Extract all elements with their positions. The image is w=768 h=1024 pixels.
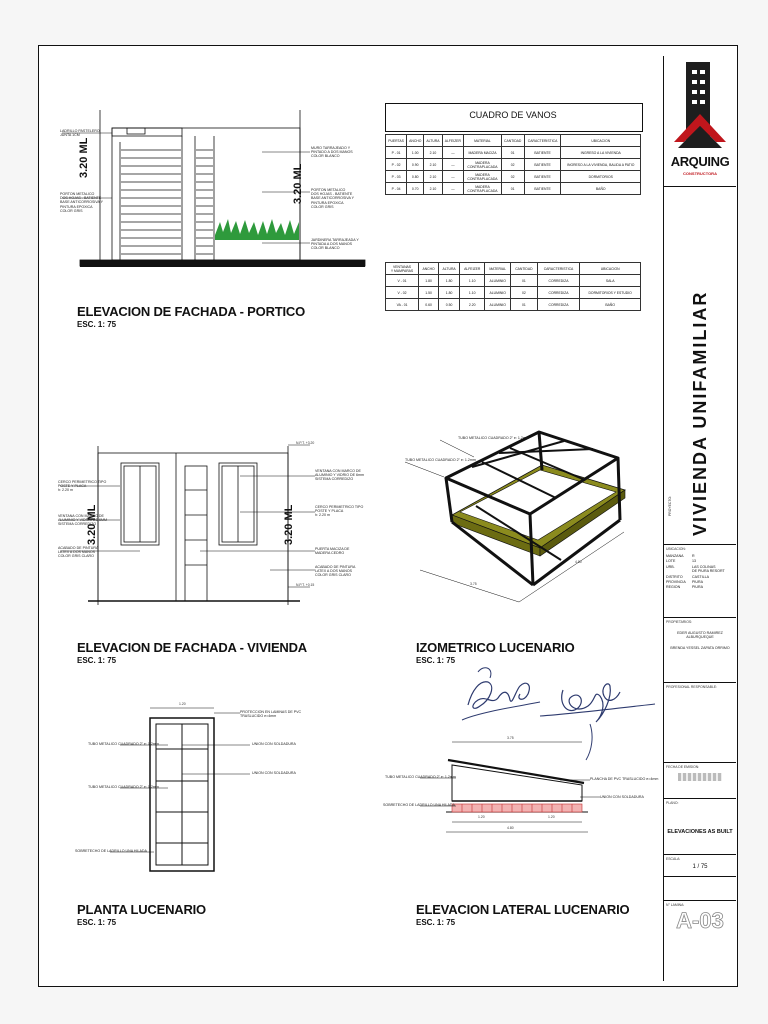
location-key: LOTE (666, 559, 676, 564)
lateral-note-sobretecho: SOBRETECHO DE LADRILLO UNA HILADA (383, 803, 455, 807)
ventanas-cell: 01 (511, 299, 538, 311)
location-value: CASTILLA (692, 574, 709, 579)
ventanas-cell: 0.50 (439, 299, 460, 311)
ventanas-cell: CORREDIZA (537, 299, 580, 311)
lateral-dim-base: 1.20 (548, 815, 555, 819)
ventanas-cell: ALUMINIO (485, 275, 511, 287)
portico-note-muro: MURO TARRAJEADO Y PINTADO A DOS MANOS COLOR BLANCO (311, 146, 353, 159)
location-key: MANZANA (666, 554, 684, 558)
title-block-divider (664, 900, 736, 901)
ventanas-cell: VA - 01 (386, 299, 419, 311)
title-block-divider (664, 762, 736, 763)
puertas-cell: 0.90 (407, 159, 424, 171)
title-block-divider (664, 798, 736, 799)
location-value: PIURA (692, 580, 703, 585)
location-value: LAS COLINAS DE PIURA RESORT (692, 564, 725, 574)
puertas-header-cell: ALFEIZER (442, 135, 464, 147)
puertas-cell: — (442, 159, 464, 171)
ventanas-cell: 2.20 (460, 299, 485, 311)
lateral-dim-top: 3.75 (507, 736, 514, 740)
ventanas-cell: 0.60 (419, 299, 439, 311)
isometric-note-tubo-top: TUBO METALICO CUADRADO 2" e: 1.2mm (458, 436, 529, 440)
ventanas-header-cell: VENTANAS Y MAMPARAS (386, 263, 419, 275)
company-name: ARQUING (670, 154, 730, 169)
puertas-cell: MADERA CONTRAPLACADA (464, 159, 501, 171)
vivienda-height-label: 3.20 ML (86, 504, 98, 545)
puertas-cell: P - 04 (386, 183, 407, 195)
plan-note-union-2: UNION CON SOLDADURA (252, 771, 296, 775)
location-row (666, 554, 736, 558)
location-list (666, 554, 736, 591)
location-key: REGION (666, 585, 681, 590)
puertas-header-cell: PUERTAS (386, 135, 407, 147)
vivienda-note-ventana: VENTANA CON MARCO DE ALUMINIO Y VIDRIO DE 6MM SISTEMA CORREDIZO (58, 514, 107, 527)
plan-title: PLANTA LUCENARIO (77, 902, 206, 917)
location-key: URB. (666, 564, 675, 569)
portico-scale: ESC. 1: 75 (77, 320, 117, 329)
puertas-cell: MADERA MACIZA (464, 147, 501, 159)
location-label: UBICACION: (666, 547, 686, 551)
location-key: PROVINCIA (666, 580, 686, 585)
puertas-cell: 01 (501, 183, 524, 195)
puertas-cell: BATIENTE (524, 159, 561, 171)
puertas-cell: 0.80 (407, 171, 424, 183)
ventanas-header-cell: ANCHO (419, 263, 439, 275)
ventanas-header-cell: ALTURA (439, 263, 460, 275)
ventanas-cell: 1.80 (439, 287, 460, 299)
puertas-cell: 2.10 (424, 159, 442, 171)
puertas-cell: DORMITORIOS (561, 171, 641, 183)
puertas-cell: P - 03 (386, 171, 407, 183)
lateral-title: ELEVACION LATERAL LUCENARIO (416, 902, 630, 917)
isometric-scale: ESC. 1: 75 (416, 656, 456, 665)
lateral-dim-mid: 1.20 (478, 815, 485, 819)
ventanas-header-cell: ALFEIZER (460, 263, 485, 275)
title-block (663, 56, 736, 981)
owner-1: EDER AUGUSTO RAMIREZ ALBURQUEQUE (677, 631, 723, 640)
date-stamp (678, 773, 722, 781)
ventanas-cell: SALA (580, 275, 641, 287)
isometric-dim-a: 3.75 (470, 582, 477, 586)
title-block-divider (664, 544, 736, 545)
puertas-cell: 0.70 (407, 183, 424, 195)
puertas-header-cell: CANTIDAD (501, 135, 524, 147)
plan-name: ELEVACIONES AS BUILT (667, 829, 733, 835)
vivienda-height-label-right: 3.20 ML (283, 504, 295, 545)
puertas-cell: 2.10 (424, 183, 442, 195)
company-subtitle: CONSTRUCTORA (683, 171, 717, 176)
title-block-divider (664, 876, 736, 877)
plan-label: PLANO: (666, 801, 679, 805)
puertas-header-cell: CARACTERISTICA (524, 135, 561, 147)
ventanas-cell: 1.50 (419, 287, 439, 299)
sheet-label: N° LAMINA: (666, 903, 685, 907)
sheet-scale: 1 / 75 (692, 864, 708, 870)
ventanas-header-cell: CARACTERISTICA (537, 263, 580, 275)
puertas-cell: 2.10 (424, 171, 442, 183)
puertas-cell: P - 02 (386, 159, 407, 171)
puertas-header-cell: UBICACION (561, 135, 641, 147)
cuadro-vanos-title: CUADRO DE VANOS (469, 110, 557, 120)
location-row (666, 585, 736, 589)
puertas-cell: BATIENTE (524, 183, 561, 195)
puertas-cell: INGRESO A LA VIVIENDA, BALIDA A PATIO (561, 159, 641, 171)
location-row (666, 575, 736, 579)
portico-note-ladrillo: LADRILLO PASTELERO JUNTA 1CM (60, 129, 100, 138)
vivienda-scale: ESC. 1: 75 (77, 656, 117, 665)
puertas-cell: BATIENTE (524, 171, 561, 183)
puertas-cell: BATIENTE (524, 147, 561, 159)
lateral-scale: ESC. 1: 75 (416, 918, 456, 927)
ventanas-header-cell: MATERIAL (485, 263, 511, 275)
plan-note-proteccion: PROTECCION EN LAMINAS DE PVC TRASLUCIDO e=4mm (240, 710, 302, 719)
puertas-cell: — (442, 183, 464, 195)
professional-label: PROFESIONAL RESPONSABLE: (666, 685, 718, 689)
location-row (666, 580, 736, 584)
title-block-divider (664, 186, 736, 187)
puertas-cell: 02 (501, 159, 524, 171)
ventanas-cell: 1.80 (419, 275, 439, 287)
ventanas-cell: BAÑO (580, 299, 641, 311)
ventanas-cell: CORREDIZA (537, 275, 580, 287)
plan-note-tubo-2: TUBO METALICO CUADRADO 2" e: 1.2mm (88, 785, 159, 789)
puertas-cell: MADERA CONTRAPLACADA (464, 171, 501, 183)
ventanas-header-cell: CANTIDAD (511, 263, 538, 275)
puertas-cell: 02 (501, 171, 524, 183)
puertas-cell: BAÑO (561, 183, 641, 195)
vivienda-note-cerco-right: CERCO PERIMETRICO TIPO POSTE Y PLACA h: 2.20 m (315, 505, 364, 518)
puertas-cell: P - 01 (386, 147, 407, 159)
title-block-divider (664, 617, 736, 618)
portico-height-label: 3.20 ML (78, 137, 90, 178)
ventanas-cell: 1.10 (460, 275, 485, 287)
owners-label: PROPIETARIOS: (666, 620, 693, 624)
puertas-cell: 1.00 (407, 147, 424, 159)
portico-title: ELEVACION DE FACHADA - PORTICO (77, 304, 306, 319)
location-row (666, 559, 736, 563)
lateral-note-plancha: PLANCHA DE PVC TRASLUCIDO e=4mm (590, 777, 659, 781)
portico-note-jardinera: JARDINERA TARRAJEADA Y PINTADA A DOS MANOS COLOR BLANCO (311, 238, 359, 251)
plan-scale: ESC. 1: 75 (77, 918, 117, 927)
portico-height-label-right: 3.20 ML (292, 163, 304, 204)
location-value: PIURA (692, 585, 703, 590)
ventanas-cell: 01 (511, 275, 538, 287)
scale-label: ESCALA: (666, 857, 681, 861)
vivienda-title: ELEVACION DE FACHADA - VIVIENDA (77, 640, 307, 655)
portico-note-porton: PORTON METALICO DOS HOJAS - BATIENTE BASE ANTICORROSIVA Y PINTURA EPOXICA COLOR GRIS (60, 192, 104, 213)
vivienda-note-ventana-right: VENTANA CON MARCO DE ALUMINIO Y VIDRIO DE 6mm SISTEMA CORREDIZO (315, 469, 364, 482)
plan-note-tubo-1: TUBO METALICO CUADRADO 2" e: 1.2mm (88, 742, 159, 746)
puertas-cell: 01 (501, 147, 524, 159)
puertas-header-cell: ANCHO (407, 135, 424, 147)
owner-2: BRENDA YESSEL ZAPATA ORRIMO (670, 646, 730, 650)
ventanas-cell: ALUMINIO (485, 299, 511, 311)
sheet-number: A-03 (676, 908, 724, 933)
vivienda-note-cerco: CERCO PERIMETRICO TIPO POSTE Y PLACA h: 2.20 m (58, 480, 107, 493)
puertas-header-cell: MATERIAL (464, 135, 501, 147)
vivienda-note-acabado: ACABADO DE PINTURA LATEX A DOS MANOS COLOR GRIS CLARO (58, 546, 99, 559)
ventanas-header-cell: UBICACION (580, 263, 641, 275)
vivienda-level-bottom: N.P.T. +0.15 (296, 583, 315, 587)
date-label: FECHA DE EMISION: (666, 765, 700, 769)
puertas-cell: — (442, 171, 464, 183)
vivienda-level-top: N.P.T. +3.20 (296, 441, 315, 445)
lateral-note-union: UNION CON SOLDADURA (600, 795, 644, 799)
plan-dim-top: 1.20 (179, 702, 186, 706)
project-label: PROYECTO: (668, 496, 672, 516)
vivienda-note-acabado-right: ACABADO DE PINTURA LATEX A DOS MANOS COLOR GRIS CLARO (315, 565, 356, 578)
lateral-dim-total: 4.80 (507, 826, 514, 830)
location-row (666, 565, 736, 574)
location-key: DISTRITO (666, 574, 683, 579)
ventanas-cell: 1.10 (460, 287, 485, 299)
project-name: VIVIENDA UNIFAMILIAR (690, 290, 710, 536)
ventanas-cell: ALUMINIO (485, 287, 511, 299)
plan-note-sobretecho: SOBRETECHO DE LADRILLO UNA HILADA (75, 849, 147, 853)
location-value: 13 (692, 559, 696, 564)
puertas-cell: MADERA CONTRAPLACADA (464, 183, 501, 195)
ventanas-cell: V - 01 (386, 275, 419, 287)
isometric-title: IZOMETRICO LUCENARIO (416, 640, 575, 655)
puertas-header-cell: ALTURA (424, 135, 442, 147)
puertas-cell: — (442, 147, 464, 159)
vivienda-note-puerta: PUERTA MACIZA DE MADERA CEDRO (315, 547, 350, 556)
ventanas-cell: V - 02 (386, 287, 419, 299)
ventanas-cell: 1.80 (439, 275, 460, 287)
isometric-dim-b: 4.80 (575, 560, 582, 564)
puertas-cell: 2.10 (424, 147, 442, 159)
title-block-divider (664, 854, 736, 855)
ventanas-cell: CORREDIZA (537, 287, 580, 299)
location-value: R (692, 554, 695, 558)
title-block-divider (664, 682, 736, 683)
puertas-cell: INGRESO A LA VIVIENDA (561, 147, 641, 159)
plan-note-union-1: UNION CON SOLDADURA (252, 742, 296, 746)
portico-note-porton-right: PORTON METALICO DOS HOJAS - BATIENTE BASE ANTICORROSIVA Y PINTURA EPOXICA COLOR GRIS (311, 188, 355, 209)
lateral-note-tubo: TUBO METALICO CUADRADO 2" e: 1.2mm (385, 775, 456, 779)
ventanas-cell: 02 (511, 287, 538, 299)
ventanas-cell: DORMITORIOS Y ESTUDIO (580, 287, 641, 299)
isometric-note-tubo-side: TUBO METALICO CUADRADO 2" e: 1.2mm (405, 458, 476, 462)
